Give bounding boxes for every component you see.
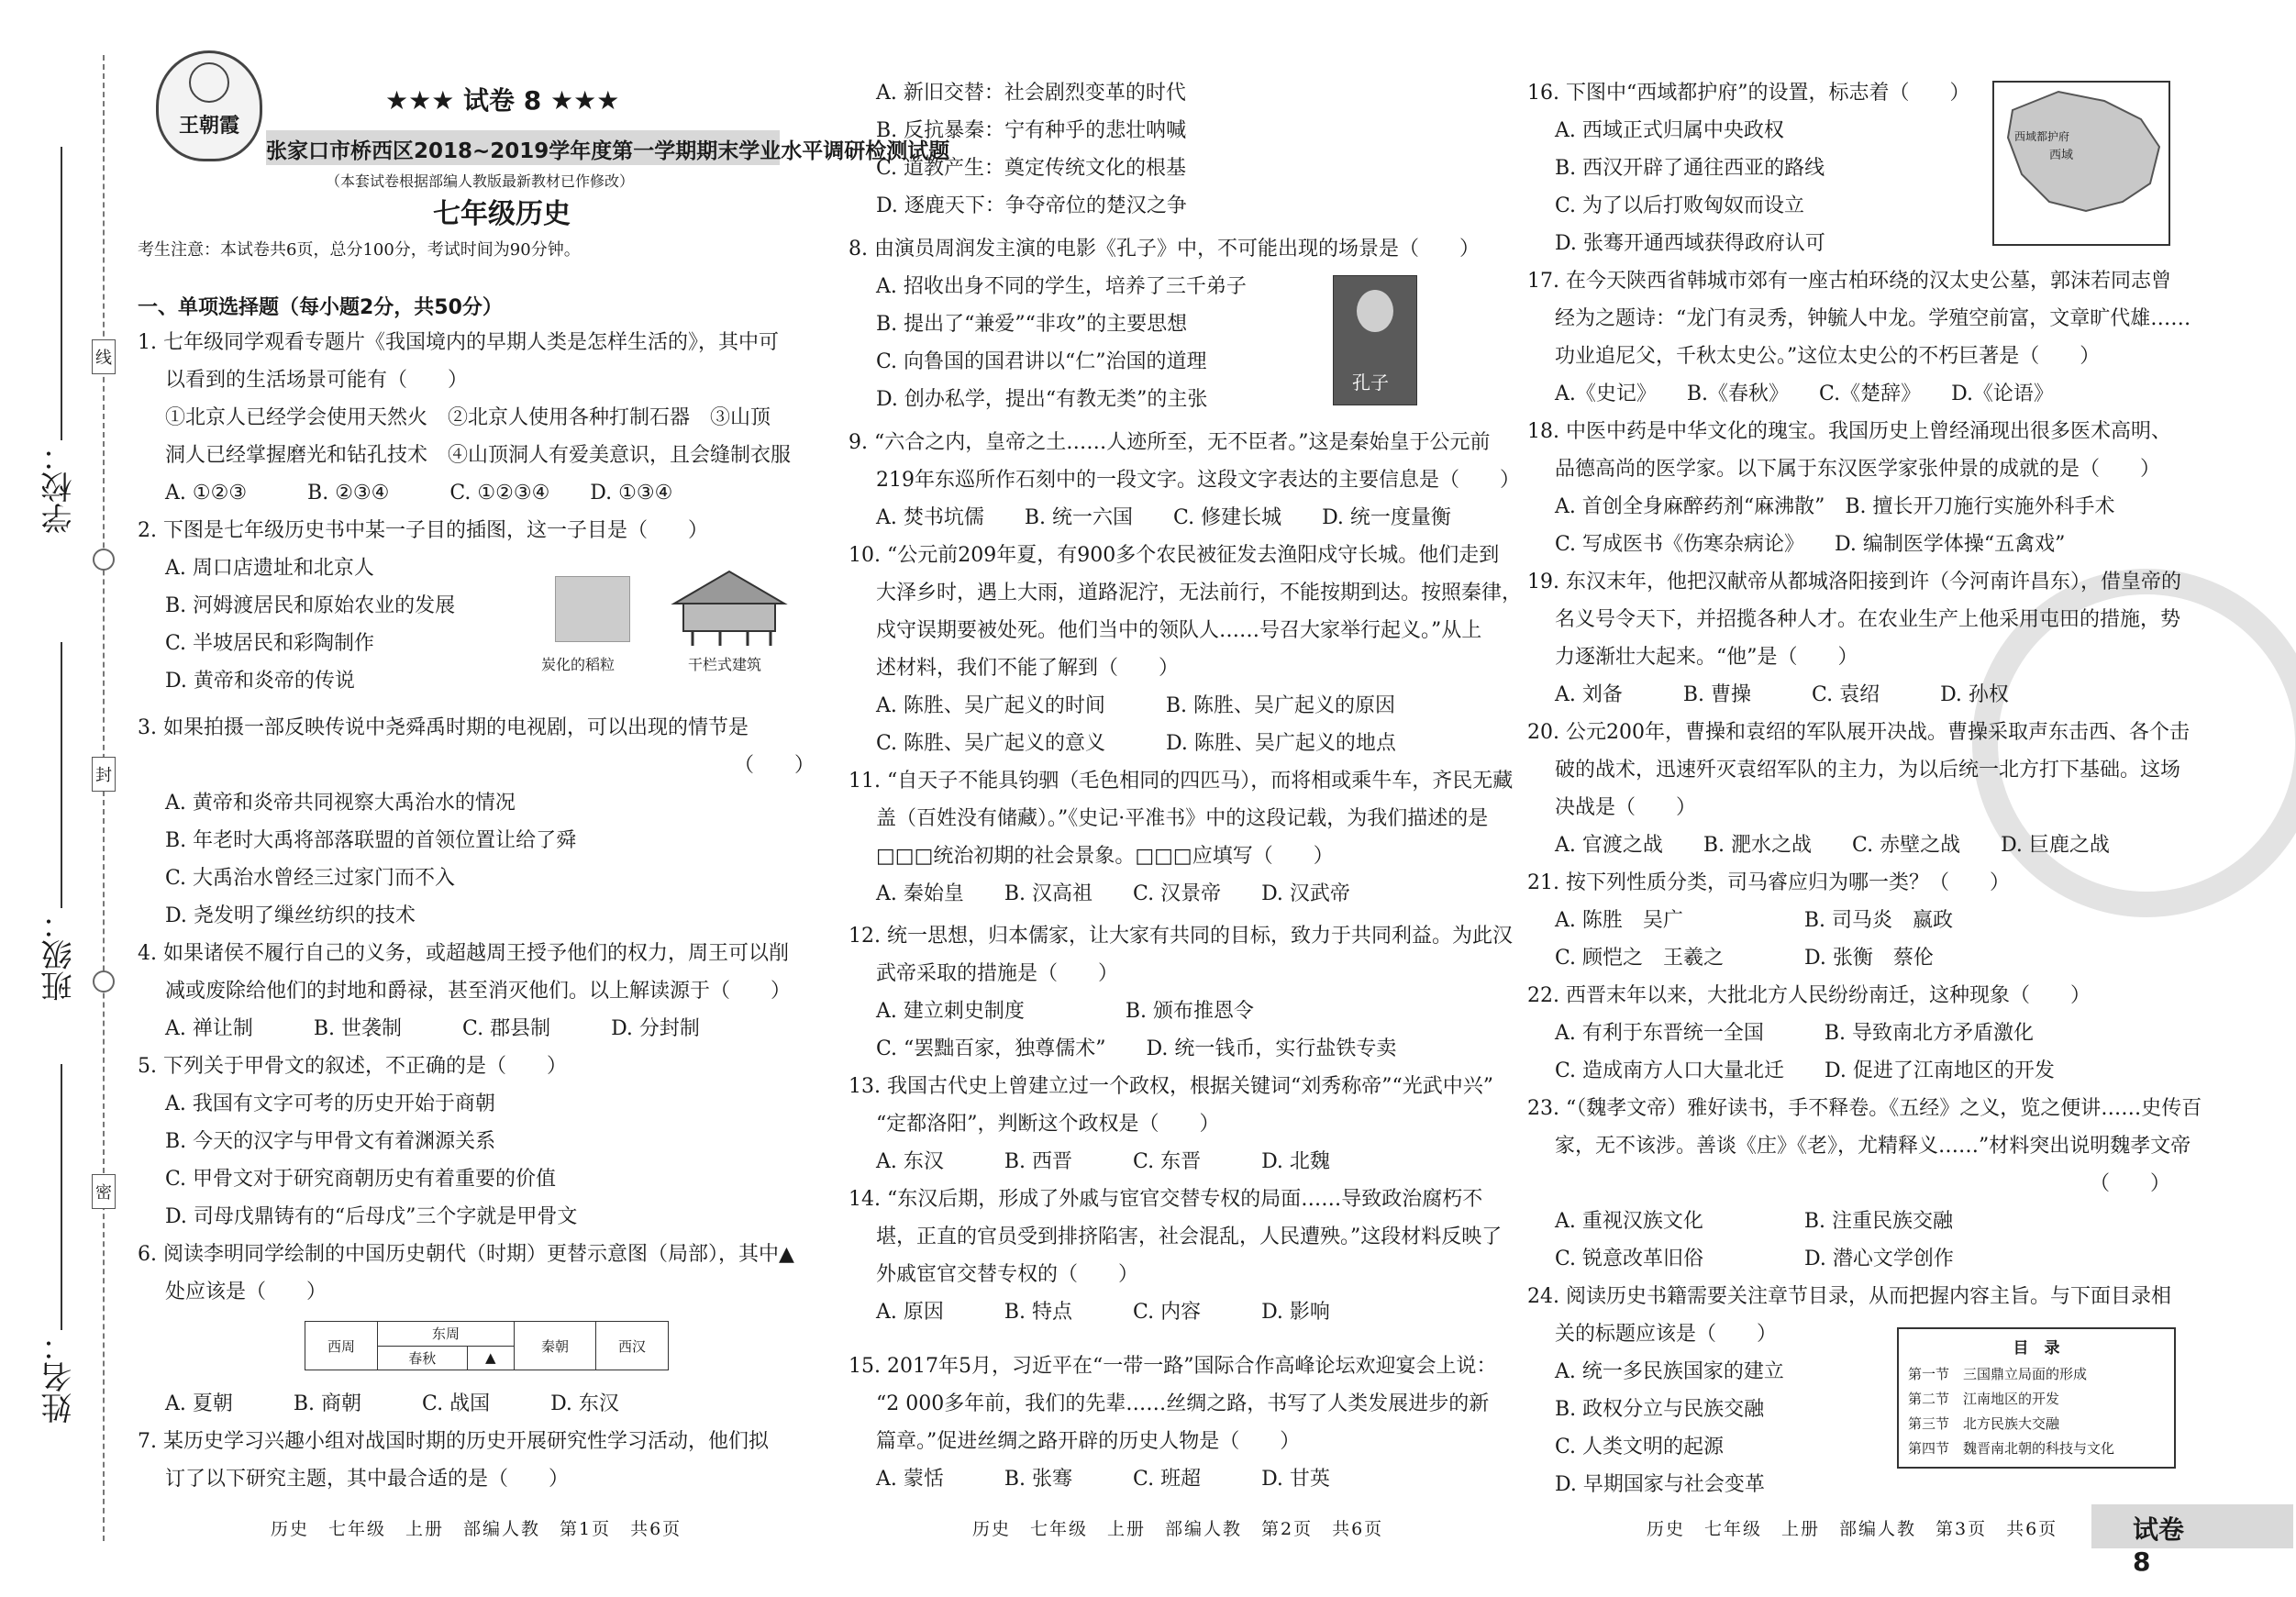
answer-option: C. 人类文明的起源 xyxy=(1555,1436,1725,1458)
text-line: 14. “东汉后期，形成了外戚与宦官交替专权的局面……导致政治腐朽不 xyxy=(849,1188,1483,1211)
text-line: □□□统治初期的社会景象。□□□应填写（ ） xyxy=(876,845,1334,868)
text-line: 戍守误期要被处死。他们当中的领队人……号召大家举行起义。”从上 xyxy=(876,619,1482,642)
answer-options: C. 锐意改革旧俗 D. 潜心文学创作 xyxy=(1555,1248,1954,1270)
answer-option: D. 创办私学，提出“有教无类”的主张 xyxy=(876,388,1208,411)
timeline-cell: ▲ xyxy=(467,1346,514,1370)
text-line: 6. 阅读李明同学绘制的中国历史朝代（时期）更替示意图（局部），其中▲ xyxy=(138,1243,794,1266)
answer-option: A. 招收出身不同的学生，培养了三千弟子 xyxy=(876,275,1247,298)
answer-options: A. 秦始皇 B. 汉高祖 C. 汉景帝 D. 汉武帝 xyxy=(876,882,1350,905)
answer-option: B. 年老时大禹将部落联盟的首领位置让给了舜 xyxy=(165,829,577,852)
text-line: 9. “六合之内，皇帝之土……人迹所至，无不臣者。”这是秦始皇于公元前 xyxy=(849,431,1491,454)
contents-item: 第四节 魏晋南北朝的科技与文化 xyxy=(1908,1440,2115,1457)
confucius-poster xyxy=(1333,275,1417,405)
brand-name: 王朝霞 xyxy=(178,114,239,138)
text-line: 经为之题诗：“龙门有灵秀，钟毓人中龙。学殖空前富，文章旷代雄…… xyxy=(1555,307,2191,330)
answer-options: C. 写成医书《伤寒杂病论》 D. 编制医学体操“五禽戏” xyxy=(1555,533,2066,556)
answer-option: B. 政权分立与民族交融 xyxy=(1555,1398,1765,1421)
answer-options: C. “罢黜百家，独尊儒术” D. 统一钱币，实行盐铁专卖 xyxy=(876,1037,1397,1060)
text-line: 洞人已经掌握磨光和钻孔技术 ④山顶洞人有爱美意识，且会缝制衣服 xyxy=(165,444,792,467)
answer-options: A. 禅让制 B. 世袭制 C. 郡县制 D. 分封制 xyxy=(165,1017,700,1040)
binding-mark-2: 封 xyxy=(92,757,116,792)
page-footer: 历史 七年级 上册 部编人教 第3页 共6页 xyxy=(1647,1519,2058,1539)
answer-option: A. 统一多民族国家的建立 xyxy=(1555,1360,1784,1383)
answer-option: D. 逐鹿天下：争夺帝位的楚汉之争 xyxy=(876,194,1187,217)
text-line: 订了以下研究主题，其中最合适的是（ ） xyxy=(165,1468,570,1491)
text-line: 5. 下列关于甲骨文的叙述，不正确的是（ ） xyxy=(138,1055,567,1078)
timeline-cell: 东周 xyxy=(378,1322,515,1347)
answer-options: A. 官渡之战 B. 淝水之战 C. 赤壁之战 D. 巨鹿之战 xyxy=(1555,834,2110,857)
answer-option: D. 司母戊鼎铸有的“后母戊”三个字就是甲骨文 xyxy=(165,1205,578,1228)
poster-title: 孔子 xyxy=(1352,372,1389,394)
answer-option: B. 西汉开辟了通往西亚的路线 xyxy=(1555,157,1825,180)
crown-icon xyxy=(189,62,229,103)
answer-option: D. 尧发明了缫丝纺织的技术 xyxy=(165,904,416,927)
contents-item: 第二节 江南地区的开发 xyxy=(1908,1391,2060,1407)
rice-grains-image xyxy=(555,576,630,642)
text-line: 盖（百姓没有储藏）。”《史记·平准书》中的这段记载，为我们描述的是 xyxy=(876,807,1489,830)
answer-option: A. 黄帝和炎帝共同视察大禹治水的情况 xyxy=(165,792,516,815)
text-line: 4. 如果诸侯不履行自己的义务，或超越周王授予他们的权力，周王可以削 xyxy=(138,942,789,965)
answer-option: A. 西域正式归属中央政权 xyxy=(1555,119,1784,142)
text-line: 2. 下图是七年级历史书中某一子目的插图，这一子目是（ ） xyxy=(138,519,708,542)
text-line: （ ） xyxy=(2090,1172,2171,1195)
answer-option: B. 反抗暴秦：宁有种乎的悲壮呐喊 xyxy=(876,119,1187,142)
answer-option: D. 张骞开通西域获得政府认可 xyxy=(1555,232,1825,255)
contents-item: 第三节 北方民族大交融 xyxy=(1908,1415,2060,1432)
image-caption: 干栏式建筑 xyxy=(688,656,762,673)
answer-option: C. 为了以后打败匈奴而设立 xyxy=(1555,194,1805,217)
text-line: 功业追尼父，千秋太史公。”这位太史公的不朽巨著是（ ） xyxy=(1555,345,2101,368)
contents-title: 目 录 xyxy=(2013,1339,2060,1358)
answer-option: A. 新旧交替：社会剧烈变革的时代 xyxy=(876,82,1186,105)
section-heading: 一、单项选择题（每小题2分，共50分） xyxy=(138,296,503,319)
answer-option: D. 黄帝和炎帝的传说 xyxy=(165,670,355,693)
text-line: 篇章。”促进丝绸之路开辟的历史人物是（ ） xyxy=(876,1430,1301,1453)
answer-options: A. 有利于东晋统一全国 B. 导致南北方矛盾激化 xyxy=(1555,1022,2035,1045)
portrait-face xyxy=(1357,290,1393,332)
answer-option: A. 周口店遗址和北京人 xyxy=(165,557,374,580)
text-line: 10. “公元前209年夏，有900多个农民被征发去渔阳戍守长城。他们走到 xyxy=(849,544,1500,567)
binding-margin xyxy=(0,0,138,1597)
answer-options: A. 夏朝 B. 商朝 C. 战国 D. 东汉 xyxy=(165,1392,619,1415)
binding-mark-1: 线 xyxy=(92,339,116,374)
text-line: 处应该是（ ） xyxy=(165,1281,327,1303)
column-3 xyxy=(1527,0,2202,1597)
answer-options: C. 顾恺之 王羲之 D. 张衡 蔡伦 xyxy=(1555,947,1934,970)
class-field[interactable] xyxy=(61,642,62,908)
answer-options: A. 陈胜、吴广起义的时间 B. 陈胜、吴广起义的原因 xyxy=(876,694,1396,717)
answer-option: B. 今天的汉字与甲骨文有着渊源关系 xyxy=(165,1130,496,1153)
text-line: ①北京人已经学会使用天然火 ②北京人使用各种打制石器 ③山顶 xyxy=(165,406,771,429)
paper-note: （本套试卷根据部编人教版最新教材已作修改） xyxy=(326,172,635,190)
text-line: 15. 2017年5月，习近平在“一带一路”国际合作高峰论坛欢迎宴会上说： xyxy=(849,1355,1497,1378)
text-line: 减或废除给他们的封地和爵禄，甚至消灭他们。以上解读源于（ ） xyxy=(165,980,792,1003)
text-line: 13. 我国古代史上曾建立过一个政权，根据关键词“刘秀称帝”“光武中兴” xyxy=(849,1075,1493,1098)
answer-option: B. 河姆渡居民和原始农业的发展 xyxy=(165,594,456,617)
binding-mark-3: 密 xyxy=(92,1174,116,1209)
name-label: 姓名： xyxy=(41,1330,78,1424)
answer-options: A.《史记》 B.《春秋》 C.《楚辞》 D.《论语》 xyxy=(1555,383,2054,405)
answer-option: C. 半坡居民和彩陶制作 xyxy=(165,632,375,655)
answer-options: A. 建立刺史制度 B. 颁布推恩令 xyxy=(876,1000,1255,1023)
text-line: 17. 在今天陕西省韩城市郊有一座古柏环绕的汉太史公墓，郭沫若同志曾 xyxy=(1527,270,2171,293)
text-line: 堪，正直的官员受到排挤陷害，社会混乱，人民遭殃。”这段材料反映了 xyxy=(876,1225,1503,1248)
answer-options: A. 蒙恬 B. 张骞 C. 班超 D. 甘英 xyxy=(876,1468,1330,1491)
text-line: 21. 按下列性质分类，司马睿应归为哪一类？（ ） xyxy=(1527,871,2010,894)
text-line: 22. 西晋末年以来，大批北方人民纷纷南迁，这种现象（ ） xyxy=(1527,984,2091,1007)
class-label: 班级： xyxy=(41,908,78,1002)
timeline-cell: 秦朝 xyxy=(515,1322,596,1370)
image-caption: 炭化的稻粒 xyxy=(541,656,616,673)
answer-option: C. 大禹治水曾经三过家门而不入 xyxy=(165,867,456,890)
answer-options: A. 焚书坑儒 B. 统一六国 C. 修建长城 D. 统一度量衡 xyxy=(876,506,1451,529)
answer-options: A. ①②③ B. ②③④ C. ①②③④ D. ①③④ xyxy=(165,482,673,505)
answer-option: D. 早期国家与社会变革 xyxy=(1555,1473,1765,1496)
text-line: 16. 下图中“西域都护府”的设置，标志着（ ） xyxy=(1527,82,1970,105)
text-line: 力逐渐壮大起来。“他”是（ ） xyxy=(1555,646,1858,669)
school-label: 学校： xyxy=(41,440,78,534)
text-line: 1. 七年级同学观看专题片《我国境内的早期人类是怎样生活的》，其中可 xyxy=(138,331,779,354)
contents-box xyxy=(1897,1327,2176,1469)
school-field[interactable] xyxy=(61,147,62,440)
map-label: 西域 xyxy=(2049,149,2074,162)
binding-hole-2 xyxy=(93,970,115,993)
answer-options: A. 重视汉族文化 B. 注重民族交融 xyxy=(1555,1210,1954,1233)
answer-option: B. 提出了“兼爱”“非攻”的主要思想 xyxy=(876,313,1188,336)
exam-notice: 考生注意：本试卷共6页，总分100分，考试时间为90分钟。 xyxy=(138,240,581,260)
text-line: 武帝采取的措施是（ ） xyxy=(876,962,1119,985)
map-label: 西域都护府 xyxy=(2014,130,2070,143)
paper-title: 张家口市桥西区2018~2019学年度第一学期期末学业水平调研检测试题 xyxy=(266,139,950,163)
paper-corner-band xyxy=(2091,1504,2293,1548)
text-line: 12. 统一思想，归本儒家，让大家有共同的目标，致力于共同利益。为此汉 xyxy=(849,925,1513,948)
text-line: 大泽乡时，遇上大雨，道路泥泞，无法前行，不能按期到达。按照秦律， xyxy=(876,582,1523,604)
subject-title: 七年级历史 xyxy=(433,198,571,230)
text-line: 决战是（ ） xyxy=(1555,796,1697,819)
text-line: 名义号令天下，并招揽各种人才。在农业生产上他采用屯田的措施，势 xyxy=(1555,608,2181,631)
text-line: 外戚宦官交替专权的（ ） xyxy=(876,1263,1139,1286)
text-line: “2 000多年前，我们的先辈……丝绸之路，书写了人类发展进步的新 xyxy=(876,1392,1490,1415)
text-line: “定都洛阳”，判断这个政权是（ ） xyxy=(876,1113,1220,1136)
answer-option: C. 甲骨文对于研究商朝历史有着重要的价值 xyxy=(165,1168,557,1191)
page-footer: 历史 七年级 上册 部编人教 第1页 共6页 xyxy=(271,1519,682,1539)
text-line: 24. 阅读历史书籍需要关注章节目录，从而把握内容主旨。与下面目录相 xyxy=(1527,1285,2171,1308)
answer-options: C. 陈胜、吴广起义的意义 D. 陈胜、吴广起义的地点 xyxy=(876,732,1396,755)
text-line: 关的标题应该是（ ） xyxy=(1555,1323,1778,1346)
paper-corner-label: 试卷 8 xyxy=(2133,1514,2185,1577)
timeline-cell: 西周 xyxy=(305,1322,378,1370)
answer-options: C. 造成南方人口大量北迁 D. 促进了江南地区的开发 xyxy=(1555,1059,2055,1082)
answer-option: A. 我国有文字可考的历史开始于商朝 xyxy=(165,1092,495,1115)
name-field[interactable] xyxy=(61,1064,62,1330)
text-line: 20. 公元200年，曹操和袁绍的军队展开决战。曹操采取声东击西、各个击 xyxy=(1527,721,2190,744)
text-line: 以看到的生活场景可能有（ ） xyxy=(165,369,469,392)
text-line: 破的战术，迅速歼灭袁绍军队的主力，为以后统一北方打下基础。这场 xyxy=(1555,759,2181,782)
timeline-cell: 春秋 xyxy=(378,1346,468,1370)
text-line: 品德高尚的医学家。以下属于东汉医学家张仲景的成就的是（ ） xyxy=(1555,458,2161,481)
text-line: 述材料，我们不能了解到（ ） xyxy=(876,657,1180,680)
text-line: （ ） xyxy=(734,754,815,777)
text-line: 19. 东汉末年，他把汉献帝从都城洛阳接到许（今河南许昌东），借皇帝的 xyxy=(1527,571,2181,593)
column-1 xyxy=(138,0,950,1597)
column-2 xyxy=(849,0,1523,1597)
binding-hole-1 xyxy=(93,549,115,571)
contents-item: 第一节 三国鼎立局面的形成 xyxy=(1908,1366,2088,1382)
text-line: 11. “自天子不能具钧驷（毛色相同的四匹马），而将相或乘牛车，齐民无藏 xyxy=(849,770,1514,793)
answer-option: C. 道教产生：奠定传统文化的根基 xyxy=(876,157,1187,180)
page-footer: 历史 七年级 上册 部编人教 第2页 共6页 xyxy=(972,1519,1384,1539)
text-line: 23. “（魏孝文帝）雅好读书，手不释卷。《五经》之义，览之便讲……史传百 xyxy=(1527,1097,2202,1120)
text-line: 18. 中医中药是中华文化的瑰宝。我国历史上曾经涌现出很多医术高明、 xyxy=(1527,420,2171,443)
answer-option: C. 向鲁国的国君讲以“仁”治国的道理 xyxy=(876,350,1207,373)
timeline-cell: 西汉 xyxy=(596,1322,669,1370)
answer-options: A. 东汉 B. 西晋 C. 东晋 D. 北魏 xyxy=(876,1150,1330,1173)
answer-options: A. 原因 B. 特点 C. 内容 D. 影响 xyxy=(876,1301,1330,1324)
stilt-house-image xyxy=(665,567,793,648)
dynasty-timeline xyxy=(305,1321,669,1370)
paper-number: ★★★ 试卷 8 ★★★ xyxy=(385,85,620,116)
western-regions-map xyxy=(1992,81,2170,246)
text-line: 8. 由演员周润发主演的电影《孔子》中，不可能出现的场景是（ ） xyxy=(849,238,1480,261)
answer-options: A. 刘备 B. 曹操 C. 袁绍 D. 孙权 xyxy=(1555,683,2009,706)
binding-dashed-line xyxy=(103,55,105,1541)
text-line: 家，无不该涉。善谈《庄》《老》，尤精释义……”材料突出说明魏孝文帝 xyxy=(1555,1135,2191,1158)
answer-options: A. 首创全身麻醉药剂“麻沸散” B. 擅长开刀施行实施外科手术 xyxy=(1555,495,2115,518)
text-line: 7. 某历史学习兴趣小组对战国时期的历史开展研究性学习活动，他们拟 xyxy=(138,1430,769,1453)
answer-options: A. 陈胜 吴广 B. 司马炎 嬴政 xyxy=(1555,909,1954,932)
text-line: 3. 如果拍摄一部反映传说中尧舜禹时期的电视剧，可以出现的情节是 xyxy=(138,716,749,739)
brand-logo xyxy=(156,50,262,161)
text-line: 219年东巡所作石刻中的一段文字。这段文字表达的主要信息是（ ） xyxy=(876,469,1520,492)
